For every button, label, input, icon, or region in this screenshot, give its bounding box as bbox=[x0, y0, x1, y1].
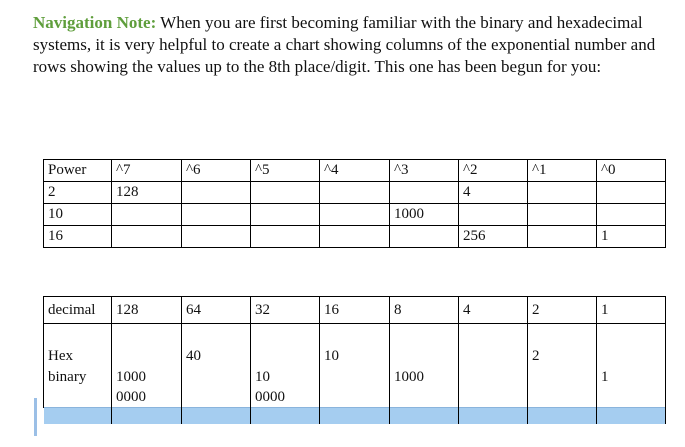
table-row bbox=[44, 226, 666, 248]
selected-cell[interactable] bbox=[44, 408, 112, 425]
table-cell[interactable] bbox=[112, 324, 182, 347]
table-cell[interactable]: 0000 bbox=[251, 388, 320, 408]
table-cell[interactable] bbox=[459, 388, 528, 408]
table-cell[interactable] bbox=[390, 388, 459, 408]
table-cell[interactable] bbox=[528, 324, 597, 347]
table-cell[interactable] bbox=[112, 204, 182, 226]
table-cell[interactable]: 40 bbox=[182, 346, 251, 367]
table-cell[interactable]: ^4 bbox=[320, 160, 390, 182]
table-cell[interactable] bbox=[320, 388, 390, 408]
table-cell[interactable] bbox=[182, 367, 251, 388]
table-cell[interactable] bbox=[597, 388, 666, 408]
row-label-cell[interactable]: 10 bbox=[44, 204, 112, 226]
binary-row bbox=[44, 367, 666, 388]
selected-cell[interactable] bbox=[320, 408, 390, 425]
header-row bbox=[44, 160, 666, 182]
table-cell[interactable] bbox=[320, 367, 390, 388]
navigation-note bbox=[33, 12, 663, 78]
table-cell[interactable]: ^0 bbox=[597, 160, 666, 182]
table-cell[interactable] bbox=[182, 324, 251, 347]
binary-row-continued bbox=[44, 388, 666, 408]
power-table bbox=[43, 159, 666, 248]
table-cell[interactable] bbox=[459, 324, 528, 347]
table-cell[interactable]: ^6 bbox=[182, 160, 251, 182]
blank-row bbox=[44, 324, 666, 347]
value-table bbox=[43, 296, 666, 424]
table-cell[interactable] bbox=[320, 324, 390, 347]
table-cell[interactable]: 256 bbox=[459, 226, 528, 248]
table-cell[interactable] bbox=[112, 226, 182, 248]
table-cell[interactable]: 1 bbox=[597, 226, 666, 248]
table-cell[interactable]: ^1 bbox=[528, 160, 597, 182]
table-cell[interactable] bbox=[251, 324, 320, 347]
table-cell[interactable]: ^2 bbox=[459, 160, 528, 182]
table-cell[interactable]: 64 bbox=[182, 297, 251, 324]
row-label-cell[interactable]: decimal bbox=[44, 297, 112, 324]
table-cell[interactable]: 10 bbox=[251, 367, 320, 388]
table-cell[interactable]: ^7 bbox=[112, 160, 182, 182]
table-cell[interactable] bbox=[459, 204, 528, 226]
table-cell[interactable]: 1000 bbox=[390, 204, 459, 226]
table-cell[interactable] bbox=[251, 204, 320, 226]
table-cell[interactable] bbox=[182, 204, 251, 226]
table-cell[interactable] bbox=[320, 204, 390, 226]
selected-cell[interactable] bbox=[251, 408, 320, 425]
table-cell[interactable] bbox=[320, 226, 390, 248]
table-cell[interactable]: 1 bbox=[597, 367, 666, 388]
table-cell[interactable] bbox=[597, 204, 666, 226]
table-cell[interactable] bbox=[597, 346, 666, 367]
table-cell[interactable] bbox=[390, 182, 459, 204]
row-label-cell[interactable]: Power bbox=[44, 160, 112, 182]
selected-cell[interactable] bbox=[112, 408, 182, 425]
note-text: When you are first becoming familiar with the binary and hexadecimal systems, it is very helpful to create a chart showing columns of the exponential number and rows showing the values up to the 8th place/digit. This one has been begun for you: bbox=[33, 13, 656, 76]
table-cell[interactable] bbox=[112, 346, 182, 367]
selected-cell[interactable] bbox=[182, 408, 251, 425]
table-cell[interactable]: 128 bbox=[112, 297, 182, 324]
table-cell[interactable] bbox=[182, 182, 251, 204]
selected-cell[interactable] bbox=[390, 408, 459, 425]
table-row bbox=[44, 182, 666, 204]
table-cell[interactable] bbox=[528, 226, 597, 248]
table-cell[interactable] bbox=[528, 204, 597, 226]
table-cell[interactable] bbox=[182, 226, 251, 248]
table-cell[interactable]: 128 bbox=[112, 182, 182, 204]
selected-cell[interactable] bbox=[597, 408, 666, 425]
table-cell[interactable] bbox=[390, 324, 459, 347]
table-cell[interactable] bbox=[528, 182, 597, 204]
table-cell[interactable] bbox=[320, 182, 390, 204]
table-cell[interactable] bbox=[459, 367, 528, 388]
selected-cell[interactable] bbox=[459, 408, 528, 425]
table-cell[interactable]: 1000 bbox=[112, 367, 182, 388]
selected-empty-row[interactable] bbox=[44, 408, 666, 425]
table-cell[interactable]: 10 bbox=[320, 346, 390, 367]
table-cell[interactable]: 8 bbox=[390, 297, 459, 324]
decimal-row bbox=[44, 297, 666, 324]
table-cell[interactable] bbox=[182, 388, 251, 408]
note-label: Navigation Note: bbox=[33, 13, 157, 32]
table-cell[interactable] bbox=[597, 182, 666, 204]
table-cell[interactable]: 4 bbox=[459, 182, 528, 204]
selected-cell[interactable] bbox=[528, 408, 597, 425]
table-cell[interactable]: ^3 bbox=[390, 160, 459, 182]
table-cell[interactable]: 0000 bbox=[112, 388, 182, 408]
table-row bbox=[44, 204, 666, 226]
table-cell[interactable] bbox=[597, 324, 666, 347]
table-cell[interactable] bbox=[459, 346, 528, 367]
row-label-cell[interactable] bbox=[44, 388, 112, 408]
table-cell[interactable]: 32 bbox=[251, 297, 320, 324]
table-cell[interactable] bbox=[528, 367, 597, 388]
row-label-cell[interactable] bbox=[44, 324, 112, 347]
table-cell[interactable] bbox=[251, 346, 320, 367]
table-cell[interactable]: 2 bbox=[528, 297, 597, 324]
table-cell[interactable]: ^5 bbox=[251, 160, 320, 182]
table-cell[interactable] bbox=[528, 388, 597, 408]
row-label-cell[interactable]: 16 bbox=[44, 226, 112, 248]
hex-row bbox=[44, 346, 666, 367]
table-cell[interactable]: 1 bbox=[597, 297, 666, 324]
table-cell[interactable]: 16 bbox=[320, 297, 390, 324]
table-cell[interactable] bbox=[251, 182, 320, 204]
table-cell[interactable]: 4 bbox=[459, 297, 528, 324]
row-label-cell[interactable]: binary bbox=[44, 367, 112, 388]
table-cell[interactable] bbox=[390, 346, 459, 367]
table-cell[interactable] bbox=[390, 226, 459, 248]
table-cell[interactable]: 2 bbox=[528, 346, 597, 367]
text-cursor bbox=[34, 398, 37, 436]
table-cell[interactable] bbox=[251, 226, 320, 248]
row-label-cell[interactable]: 2 bbox=[44, 182, 112, 204]
table-cell[interactable]: 1000 bbox=[390, 367, 459, 388]
row-label-cell[interactable]: Hex bbox=[44, 346, 112, 367]
